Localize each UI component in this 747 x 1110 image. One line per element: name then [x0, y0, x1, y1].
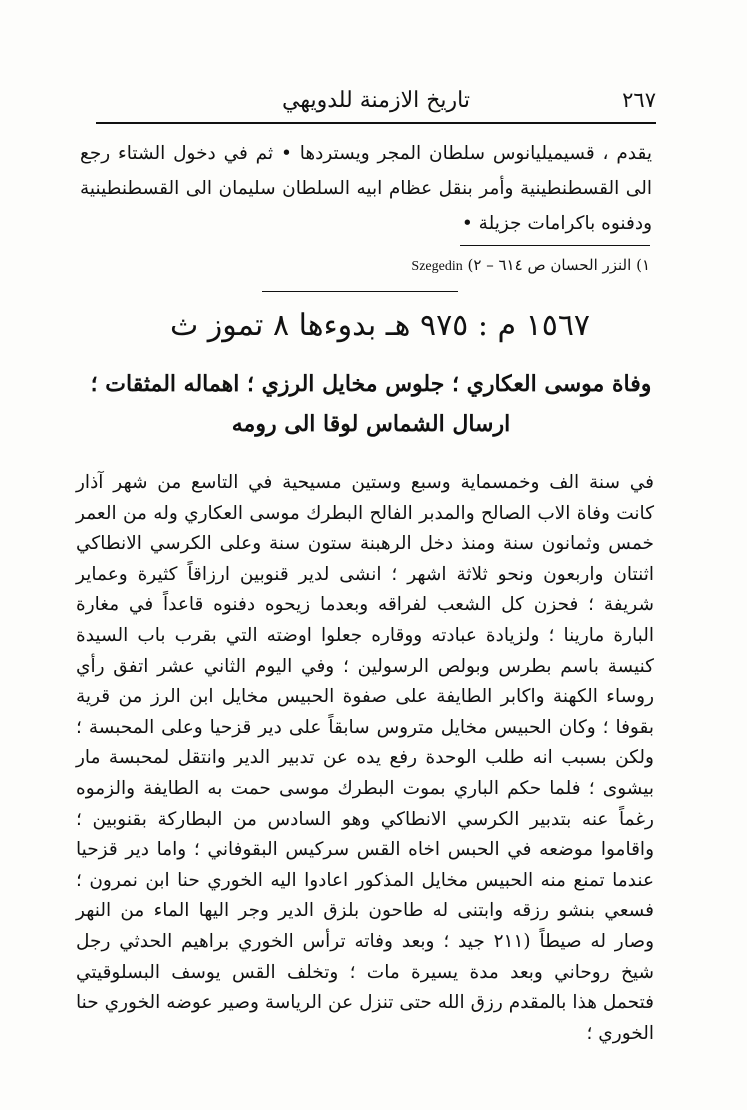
footnote-number: ١) — [636, 256, 650, 274]
section-subheading: وفاة موسى العكاري ؛ جلوس مخايل الرزي ؛ اهماله المثقات ؛ ارسال الشماس لوقا الى رومه — [90, 371, 652, 437]
footnote-divider — [460, 245, 650, 246]
footnote-latin-term: Szegedin — [411, 259, 463, 274]
page-number: ٢٦٧ — [622, 88, 656, 112]
running-title: تاريخ الازمنة للدويهي — [281, 88, 471, 113]
footnote — [300, 254, 650, 278]
date-heading: ١٥٦٧ م : ٩٧٥ هـ بدوءها ٨ تموز ث — [169, 308, 591, 343]
body-paragraph: في سنة الف وخمسماية وسبع وستين مسيحية في التاسع من شهر آذار كانت وفاة الاب الصالح والمدبر الفالح البطرك موسى العكاري وله من العمر خمس وثمانون سنة ومنذ دخل الرهبنة ستون سنة وعلى الكرسي الانطاكي اثنتان واربعون ونحو ثلاثة اشهر ؛ انشى لدير قنوبين ارزاقاً كثيرة وعماير شريفة ؛ فحزن كل الشعب لفراقه وبعدما زيحوه دفنوه قاعداً في مغارة البارة مارينا ؛ ولزيادة عبادته ووقاره جعلوا اوضته التي بقرب باب السيدة كنيسة باسم بطرس وبولص الرسولين ؛ وفي اليوم الثاني عشر اتفق رأي روساء الكهنة واكابر الطايفة على صفوة الحبيس مخايل ابن الرز من قرية بقوفا ؛ وكان الحبيس مخايل متروس سابقاً على دير قزحيا وعلى المحبسة ؛ ولكن بسبب انه طلب الوحدة رفع يده عن تدبير الدير وانتقل لمحبسة مار بيشوى ؛ فلما حكم الباري بموت البطرك موسى حمت به الطايفة والزموه رغماً عنه بتدبير الكرسي الانطاكي وهو السادس من البطاركة بقنوبين ؛ واقاموا موضعه في الحبس اخاه القس سركيس البقوفاني ؛ واما دير قزحيا عندما تمنع منه الحبيس مخايل المذكور اعادوا اليه الخوري حنا ابن نمرون ؛ فسعي بنشو رزقه وابتنى له طاحون بلزق الدير وجر اليها الماء من النهر وصار له صيطاً (٢١١ جيد ؛ وبعد وفاته ترأس الخوري براهيم الحدثي رجل شيخ روحاني وبعد مدة يسيرة مات ؛ وتخلف القس يوسف البسلوقيتي فتحمل هذا بالمقدم رزق الله حتى تنزل عن الرياسة وصير عوضه الخوري حنا الخوري ؛ — [76, 472, 655, 1044]
page-header — [96, 88, 656, 124]
footnote-text: النزر الحسان ص ٦١٤ – ٢) — [467, 256, 632, 274]
top-paragraph: يقدم ، قسيميليانوس سلطان المجر ويستردها • ثم في دخول الشتاء رجع الى القسطنطينية وأمر بنقل عظام ابيه السلطان سليمان الى القسطنطينية ودفنوه باكرامات جزيلة • — [80, 143, 652, 234]
section-divider — [262, 291, 458, 292]
